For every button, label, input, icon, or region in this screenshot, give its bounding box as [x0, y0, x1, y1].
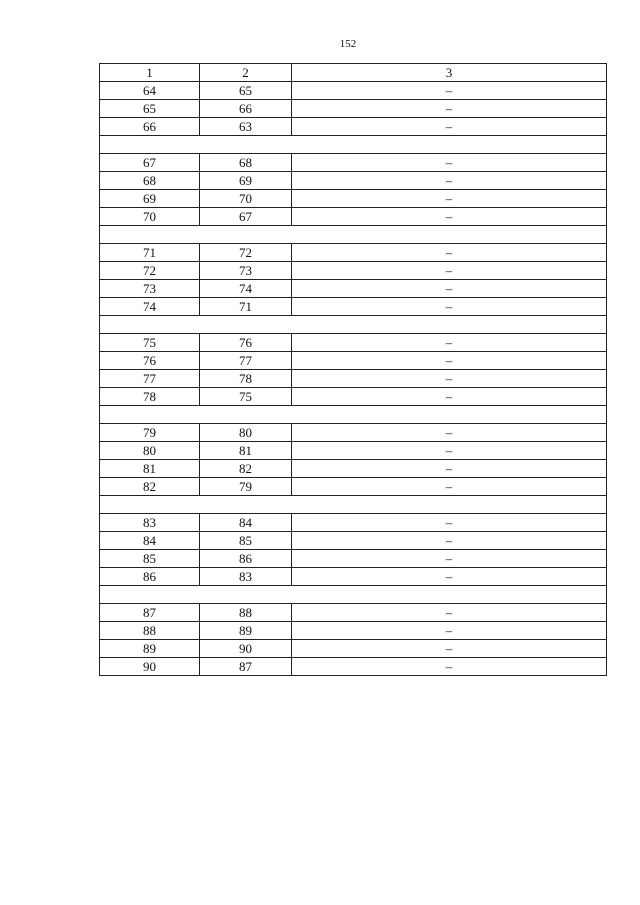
table-row — [100, 460, 607, 478]
table-cell-col-3: – — [292, 568, 607, 586]
table-cell-col-2: 75 — [200, 388, 292, 406]
table-cell-col-3: – — [292, 460, 607, 478]
table-cell-col-2: 80 — [200, 424, 292, 442]
column-header-2: 2 — [200, 64, 292, 82]
table-cell-col-1: 88 — [100, 622, 200, 640]
table-cell-col-2: 69 — [200, 172, 292, 190]
table-row — [100, 550, 607, 568]
table-cell-col-2: 88 — [200, 604, 292, 622]
table-cell-col-3: – — [292, 532, 607, 550]
table-cell-col-3: – — [292, 604, 607, 622]
table-cell-col-3: – — [292, 478, 607, 496]
table-cell-col-3: – — [292, 208, 607, 226]
table-cell-col-3: – — [292, 658, 607, 676]
table-cell-col-3: – — [292, 370, 607, 388]
table-row — [100, 370, 607, 388]
table-cell-col-1: 90 — [100, 658, 200, 676]
group-separator-row — [100, 406, 607, 424]
table-cell-col-3: – — [292, 190, 607, 208]
table-cell-col-1: 79 — [100, 424, 200, 442]
table-row — [100, 424, 607, 442]
table-cell-col-2: 81 — [200, 442, 292, 460]
table-cell-col-3: – — [292, 442, 607, 460]
table-cell-col-3: – — [292, 280, 607, 298]
table-row — [100, 640, 607, 658]
table-cell-col-3: – — [292, 298, 607, 316]
group-separator-cell — [100, 586, 607, 604]
table-cell-col-1: 81 — [100, 460, 200, 478]
table-cell-col-2: 66 — [200, 100, 292, 118]
table-cell-col-2: 76 — [200, 334, 292, 352]
table-cell-col-1: 64 — [100, 82, 200, 100]
table-cell-col-2: 73 — [200, 262, 292, 280]
table-row — [100, 118, 607, 136]
table-row — [100, 172, 607, 190]
table-row — [100, 658, 607, 676]
table-row — [100, 82, 607, 100]
table-row — [100, 568, 607, 586]
table-cell-col-1: 77 — [100, 370, 200, 388]
table-cell-col-2: 82 — [200, 460, 292, 478]
table-cell-col-1: 78 — [100, 388, 200, 406]
group-separator-row — [100, 226, 607, 244]
table-cell-col-1: 89 — [100, 640, 200, 658]
table-cell-col-1: 69 — [100, 190, 200, 208]
table-cell-col-1: 72 — [100, 262, 200, 280]
table-cell-col-1: 74 — [100, 298, 200, 316]
table-cell-col-1: 66 — [100, 118, 200, 136]
table-cell-col-2: 90 — [200, 640, 292, 658]
table-row — [100, 334, 607, 352]
table-cell-col-2: 70 — [200, 190, 292, 208]
table-cell-col-2: 74 — [200, 280, 292, 298]
table-cell-col-1: 70 — [100, 208, 200, 226]
table-cell-col-2: 85 — [200, 532, 292, 550]
table-cell-col-3: – — [292, 424, 607, 442]
table-row — [100, 280, 607, 298]
group-separator-row — [100, 316, 607, 334]
table-cell-col-1: 85 — [100, 550, 200, 568]
table-row — [100, 262, 607, 280]
table-cell-col-3: – — [292, 82, 607, 100]
group-separator-cell — [100, 496, 607, 514]
table-cell-col-3: – — [292, 334, 607, 352]
column-header-3: 3 — [292, 64, 607, 82]
table-cell-col-2: 78 — [200, 370, 292, 388]
table-row — [100, 208, 607, 226]
table-cell-col-2: 89 — [200, 622, 292, 640]
table-cell-col-2: 72 — [200, 244, 292, 262]
table-cell-col-1: 87 — [100, 604, 200, 622]
group-separator-row — [100, 136, 607, 154]
table-body — [100, 82, 607, 676]
table-cell-col-1: 71 — [100, 244, 200, 262]
table-cell-col-2: 86 — [200, 550, 292, 568]
column-header-1: 1 — [100, 64, 200, 82]
table-row — [100, 532, 607, 550]
table-cell-col-3: – — [292, 244, 607, 262]
table-row — [100, 298, 607, 316]
table-cell-col-3: – — [292, 352, 607, 370]
table-cell-col-3: – — [292, 118, 607, 136]
group-separator-cell — [100, 406, 607, 424]
table-cell-col-2: 77 — [200, 352, 292, 370]
table-cell-col-1: 76 — [100, 352, 200, 370]
table-cell-col-1: 83 — [100, 514, 200, 532]
data-table — [99, 63, 607, 676]
table-cell-col-1: 73 — [100, 280, 200, 298]
table-cell-col-3: – — [292, 154, 607, 172]
table-cell-col-3: – — [292, 514, 607, 532]
table-cell-col-2: 87 — [200, 658, 292, 676]
table-row — [100, 388, 607, 406]
table-cell-col-2: 83 — [200, 568, 292, 586]
table-header-row — [100, 64, 607, 82]
table-cell-col-1: 68 — [100, 172, 200, 190]
table-cell-col-3: – — [292, 262, 607, 280]
table-cell-col-3: – — [292, 640, 607, 658]
group-separator-row — [100, 496, 607, 514]
group-separator-cell — [100, 136, 607, 154]
page-number: 152 — [339, 38, 357, 50]
table-cell-col-2: 65 — [200, 82, 292, 100]
table-cell-col-3: – — [292, 172, 607, 190]
table-row — [100, 352, 607, 370]
table-row — [100, 478, 607, 496]
table-row — [100, 100, 607, 118]
table-cell-col-2: 63 — [200, 118, 292, 136]
table-cell-col-1: 67 — [100, 154, 200, 172]
table-cell-col-1: 86 — [100, 568, 200, 586]
table-cell-col-2: 71 — [200, 298, 292, 316]
table-cell-col-2: 67 — [200, 208, 292, 226]
table-cell-col-1: 75 — [100, 334, 200, 352]
table-row — [100, 442, 607, 460]
table-row — [100, 190, 607, 208]
table-cell-col-2: 68 — [200, 154, 292, 172]
group-separator-cell — [100, 316, 607, 334]
group-separator-cell — [100, 226, 607, 244]
table-cell-col-3: – — [292, 100, 607, 118]
table-cell-col-3: – — [292, 550, 607, 568]
table-cell-col-3: – — [292, 622, 607, 640]
table-row — [100, 622, 607, 640]
group-separator-row — [100, 586, 607, 604]
table-row — [100, 244, 607, 262]
table-cell-col-1: 80 — [100, 442, 200, 460]
table-cell-col-1: 82 — [100, 478, 200, 496]
table-row — [100, 514, 607, 532]
table-cell-col-1: 65 — [100, 100, 200, 118]
table-cell-col-3: – — [292, 388, 607, 406]
table-row — [100, 604, 607, 622]
table-cell-col-1: 84 — [100, 532, 200, 550]
table-cell-col-2: 79 — [200, 478, 292, 496]
table-cell-col-2: 84 — [200, 514, 292, 532]
table-row — [100, 154, 607, 172]
